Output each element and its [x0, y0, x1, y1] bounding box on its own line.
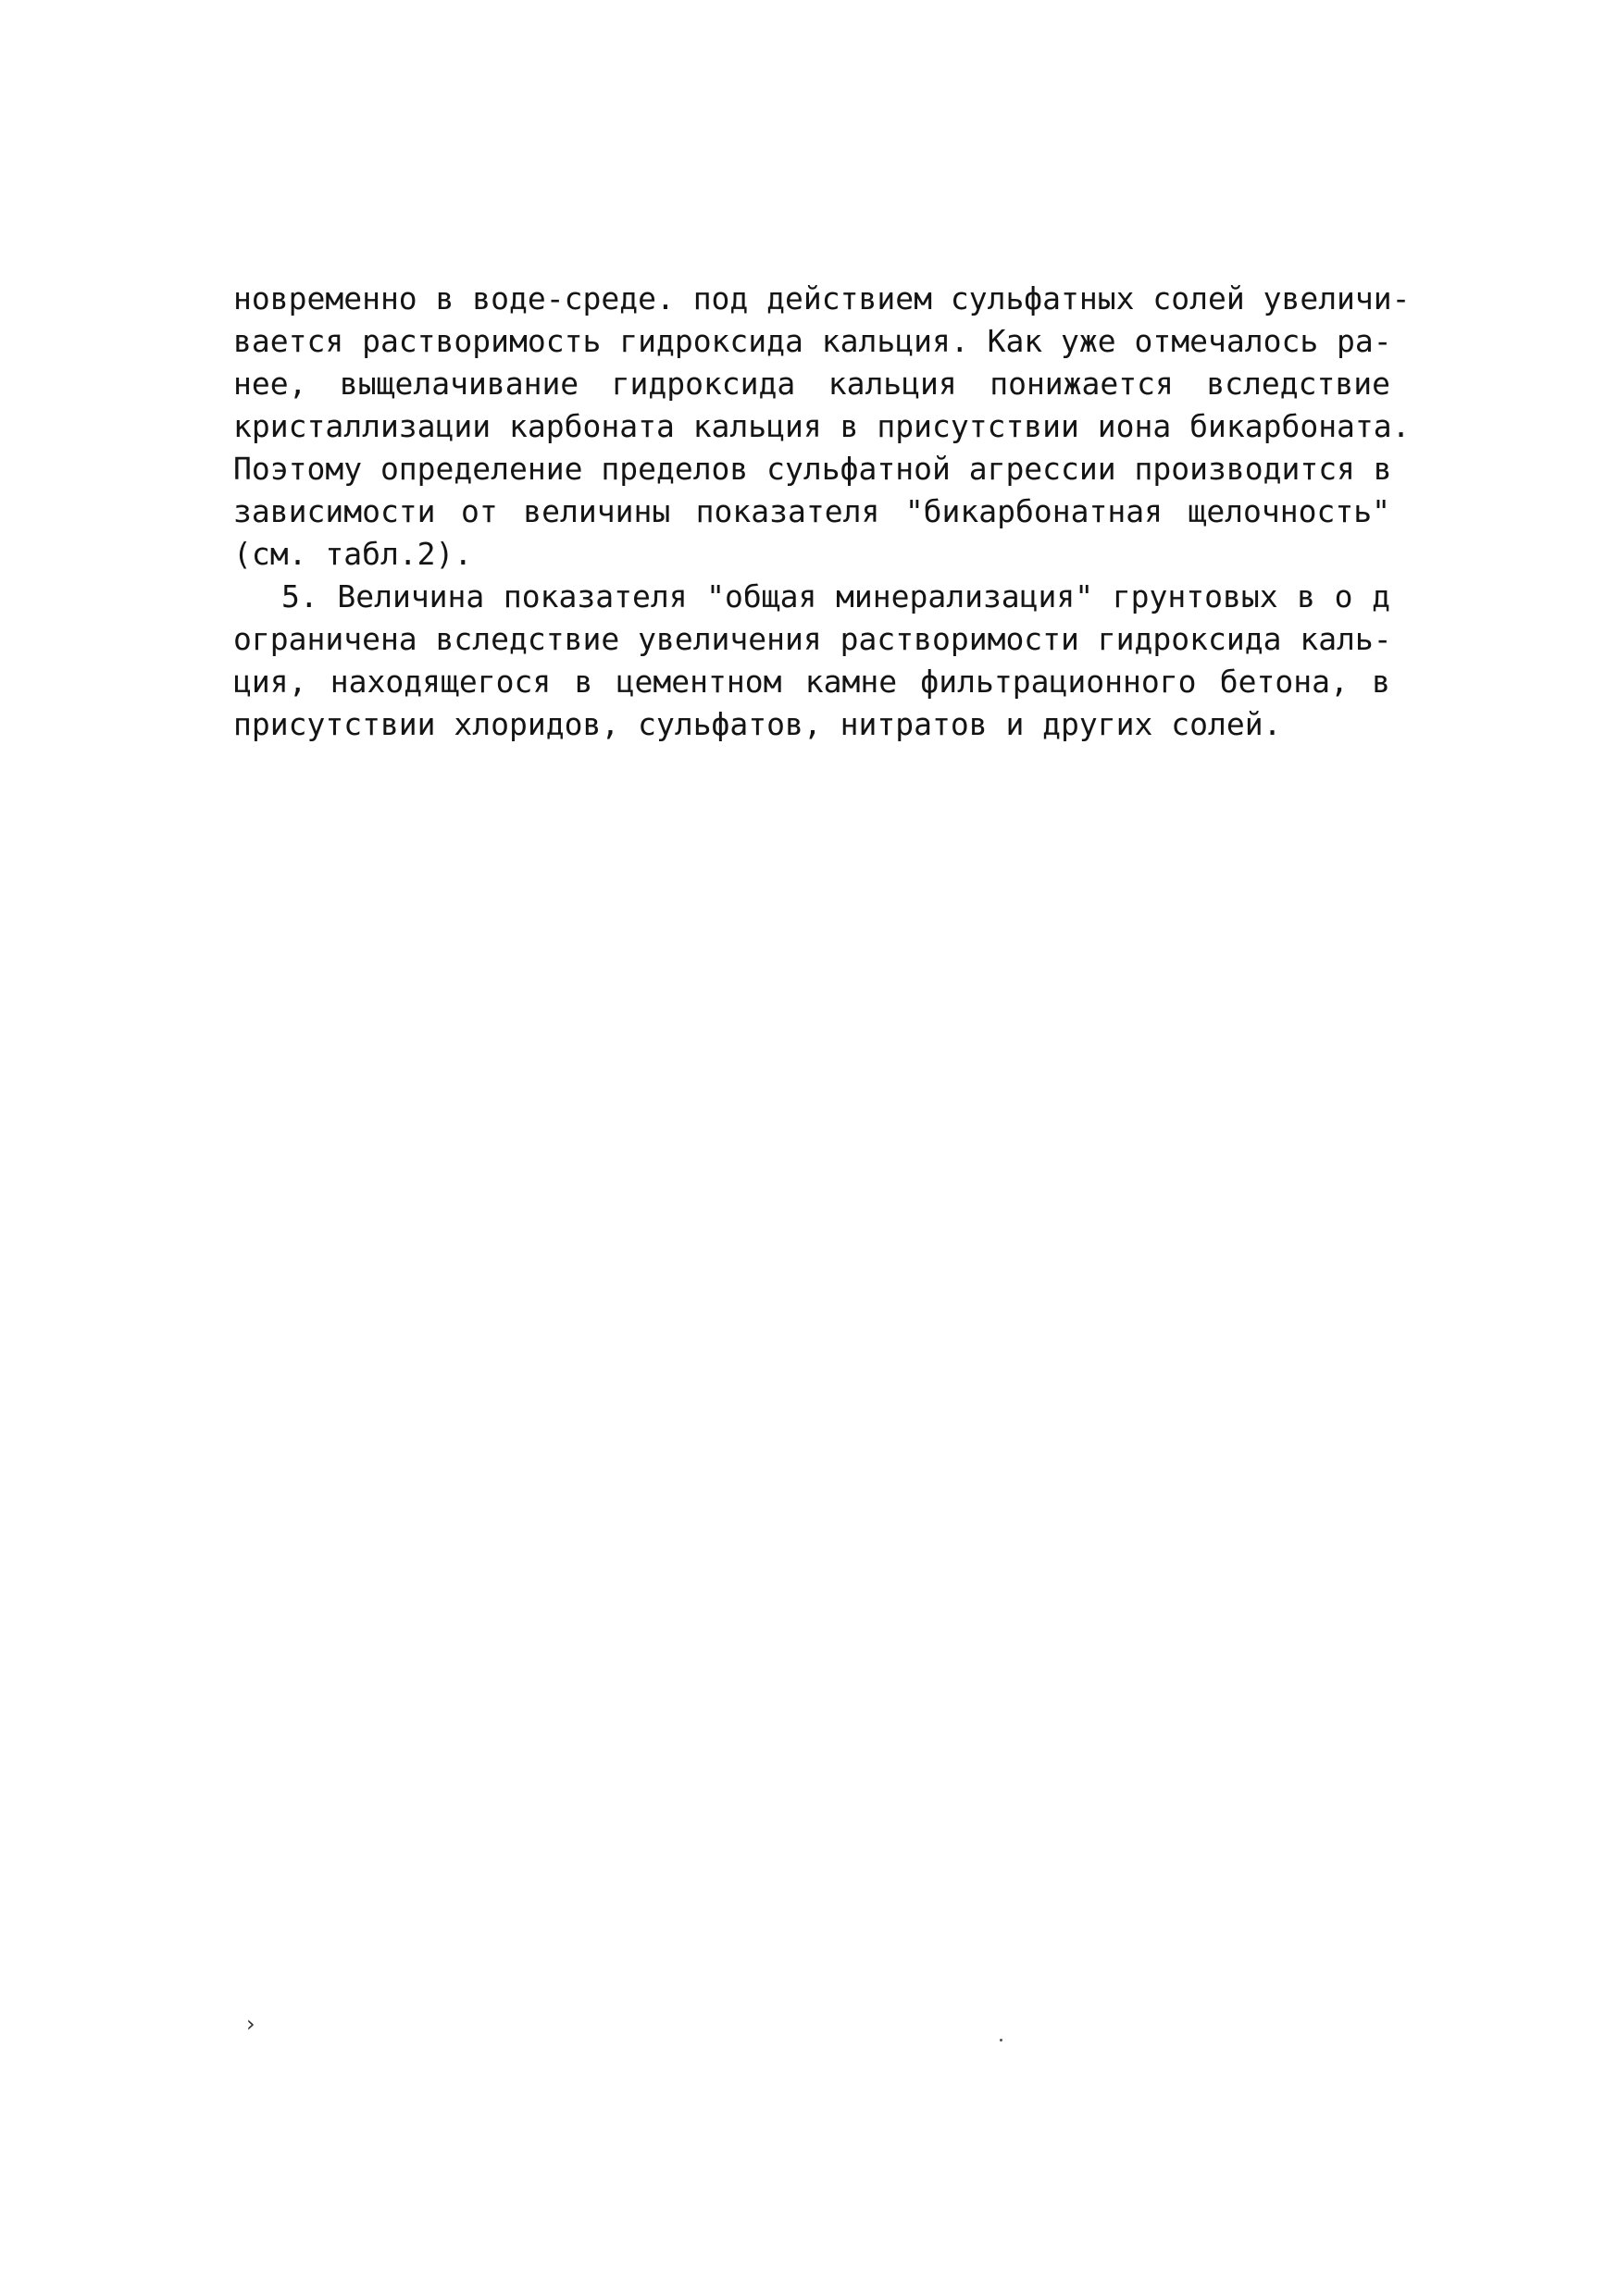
scan-artifact-mark: ›	[246, 2011, 255, 2037]
text-line: ограничена вследствие увеличения растворимости гидроксида каль-	[233, 621, 1392, 657]
paragraph-1	[233, 278, 1411, 576]
body-text	[233, 278, 1411, 746]
text-line: новременно в воде-среде. под действием сульфатных солей увеличи-	[233, 280, 1411, 316]
text-line: кристаллизации карбоната кальция в присутствии иона бикарбоната.	[233, 408, 1411, 444]
text-line: нее, выщелачивание гидроксида кальция понижается вследствие	[233, 366, 1390, 402]
text-line: зависимости от величины показателя "бикарбонатная щелочность"	[233, 493, 1390, 529]
text-line: присутствии хлоридов, сульфатов, нитратов и других солей.	[233, 706, 1282, 742]
paragraph-2	[233, 576, 1390, 746]
scan-artifact-dot	[1000, 2039, 1002, 2042]
text-line: вается растворимость гидроксида кальция. Как уже отмечалось ра-	[233, 323, 1392, 359]
text-line: (см. табл.2).	[233, 536, 473, 572]
text-line: 5. Величина показателя "общая минерализация" грунтовых в о д	[281, 578, 1390, 614]
text-line: ция, находящегося в цементном камне фильтрационного бетона, в	[233, 664, 1390, 700]
text-line: Поэтому определение пределов сульфатной агрессии производится в	[233, 451, 1392, 487]
